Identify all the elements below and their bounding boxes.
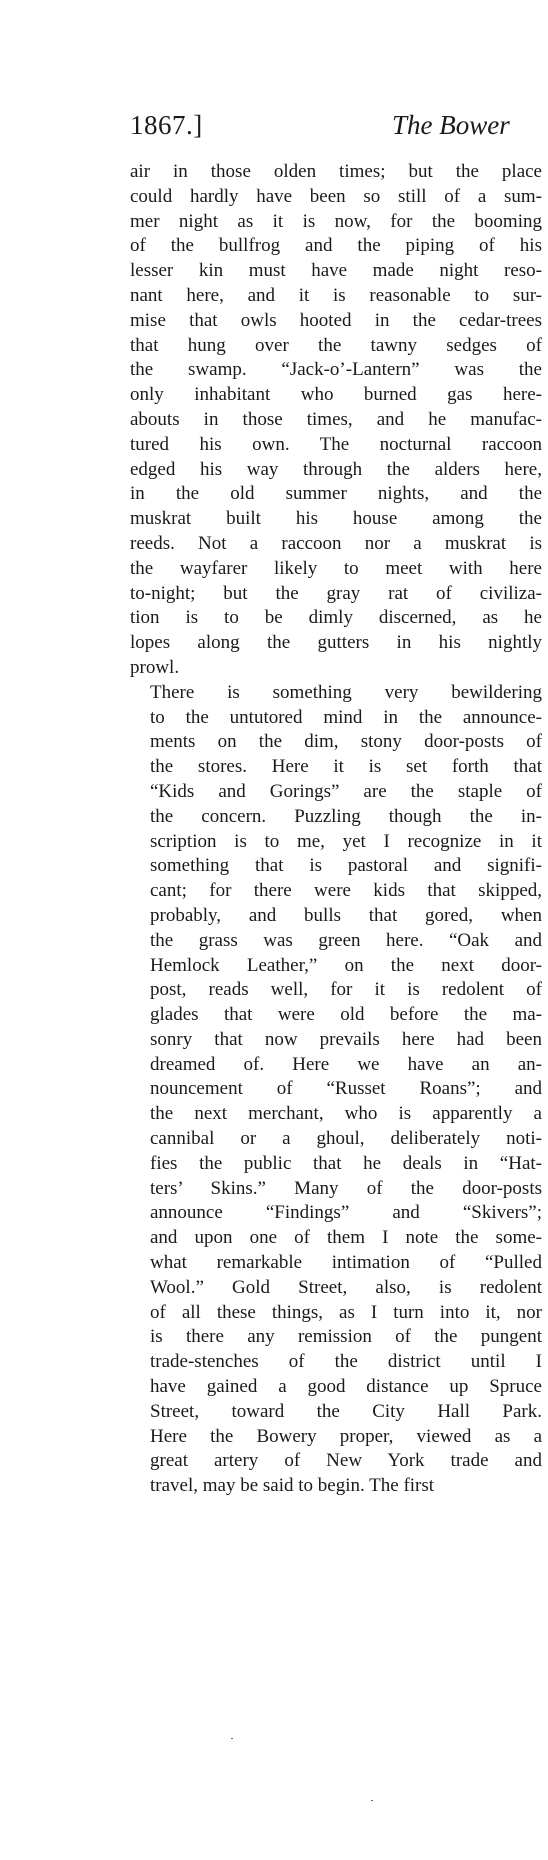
text-line: edged his way through the alders here, bbox=[130, 458, 542, 480]
paragraph-1 bbox=[130, 160, 542, 681]
text-line: sonry that now prevails here had been bbox=[150, 1028, 542, 1050]
text-line: Street, toward the City Hall Park. bbox=[150, 1400, 542, 1422]
text-line: is there any remission of the pungent bbox=[150, 1326, 542, 1348]
text-line: probably, and bulls that gored, when bbox=[150, 904, 542, 926]
text-line: the next merchant, who is apparently a bbox=[150, 1103, 542, 1125]
text-line: muskrat built his house among the bbox=[130, 508, 542, 530]
text-line: the swamp. “Jack-o’-Lantern” was the bbox=[130, 359, 542, 381]
paragraph-2 bbox=[130, 681, 542, 1499]
text-line: the concern. Puzzling though the in- bbox=[150, 805, 542, 827]
text-line: have gained a good distance up Spruce bbox=[150, 1376, 542, 1398]
text-line: in the old summer nights, and the bbox=[130, 483, 542, 505]
text-line: only inhabitant who burned gas here- bbox=[130, 384, 542, 406]
text-line: that hung over the tawny sedges of bbox=[130, 334, 542, 356]
text-line: the grass was green here. “Oak and bbox=[150, 929, 542, 951]
text-line: travel, may be said to begin. The first bbox=[150, 1475, 435, 1497]
text-line: of all these things, as I turn into it, nor bbox=[150, 1301, 542, 1323]
text-column bbox=[130, 160, 542, 1499]
text-line: fies the public that he deals in “Hat- bbox=[150, 1152, 542, 1174]
text-line: cannibal or a ghoul, deliberately noti- bbox=[150, 1128, 542, 1150]
text-line: great artery of New York trade and bbox=[150, 1450, 542, 1472]
text-line: abouts in those times, and he manufac- bbox=[130, 408, 542, 430]
text-line: what remarkable intimation of “Pulled bbox=[150, 1252, 542, 1274]
text-line: mer night as it is now, for the booming bbox=[130, 210, 542, 232]
text-line: There is something very bewildering bbox=[150, 681, 542, 703]
text-line: cant; for there were kids that skipped, bbox=[150, 880, 542, 902]
page-running-title: The Bower bbox=[392, 110, 510, 140]
text-line: air in those olden times; but the place bbox=[130, 161, 542, 182]
text-line: announce “Findings” and “Skivers”; bbox=[150, 1202, 542, 1224]
text-line: trade-stenches of the district until I bbox=[150, 1351, 542, 1373]
text-line: and upon one of them I note the some- bbox=[150, 1227, 542, 1249]
text-line: scription is to me, yet I recognize in it bbox=[150, 830, 542, 852]
text-line: lopes along the gutters in his nightly bbox=[130, 632, 542, 654]
text-line: “Kids and Gorings” are the staple of bbox=[150, 780, 542, 802]
text-line: could hardly have been so still of a sum- bbox=[130, 185, 542, 207]
ink-speck bbox=[371, 1800, 373, 1801]
text-line: to the untutored mind in the announce- bbox=[150, 706, 542, 728]
text-line: lesser kin must have made night reso- bbox=[130, 260, 542, 282]
text-line: to-night; but the gray rat of civiliza- bbox=[130, 582, 542, 604]
text-line: mise that owls hooted in the cedar-trees bbox=[130, 309, 542, 331]
text-line: Hemlock Leather,” on the next door- bbox=[150, 954, 542, 976]
text-line: something that is pastoral and signifi- bbox=[150, 855, 542, 877]
text-line: glades that were old before the ma- bbox=[150, 1004, 542, 1026]
text-line: post, reads well, for it is redolent of bbox=[150, 979, 542, 1001]
text-line: the wayfarer likely to meet with here bbox=[130, 557, 542, 579]
text-line: dreamed of. Here we have an an- bbox=[150, 1053, 542, 1075]
text-line: prowl. bbox=[130, 656, 180, 678]
page-year: 1867.] bbox=[130, 110, 203, 140]
text-line: Here the Bowery proper, viewed as a bbox=[150, 1425, 542, 1447]
text-line: of the bullfrog and the piping of his bbox=[130, 235, 542, 257]
ink-speck bbox=[231, 1738, 233, 1739]
text-line: ters’ Skins.” Many of the door-posts bbox=[150, 1177, 542, 1199]
running-head bbox=[130, 110, 548, 150]
text-line: the stores. Here it is set forth that bbox=[150, 756, 542, 778]
text-line: Wool.” Gold Street, also, is redolent bbox=[150, 1276, 542, 1298]
text-line: nant here, and it is reasonable to sur- bbox=[130, 284, 542, 306]
text-line: nouncement of “Russet Roans”; and bbox=[150, 1078, 542, 1100]
text-line: ments on the dim, stony door-posts of bbox=[150, 731, 542, 753]
text-line: tured his own. The nocturnal raccoon bbox=[130, 433, 542, 455]
text-line: reeds. Not a raccoon nor a muskrat is bbox=[130, 532, 542, 554]
text-line: tion is to be dimly discerned, as he bbox=[130, 607, 542, 629]
